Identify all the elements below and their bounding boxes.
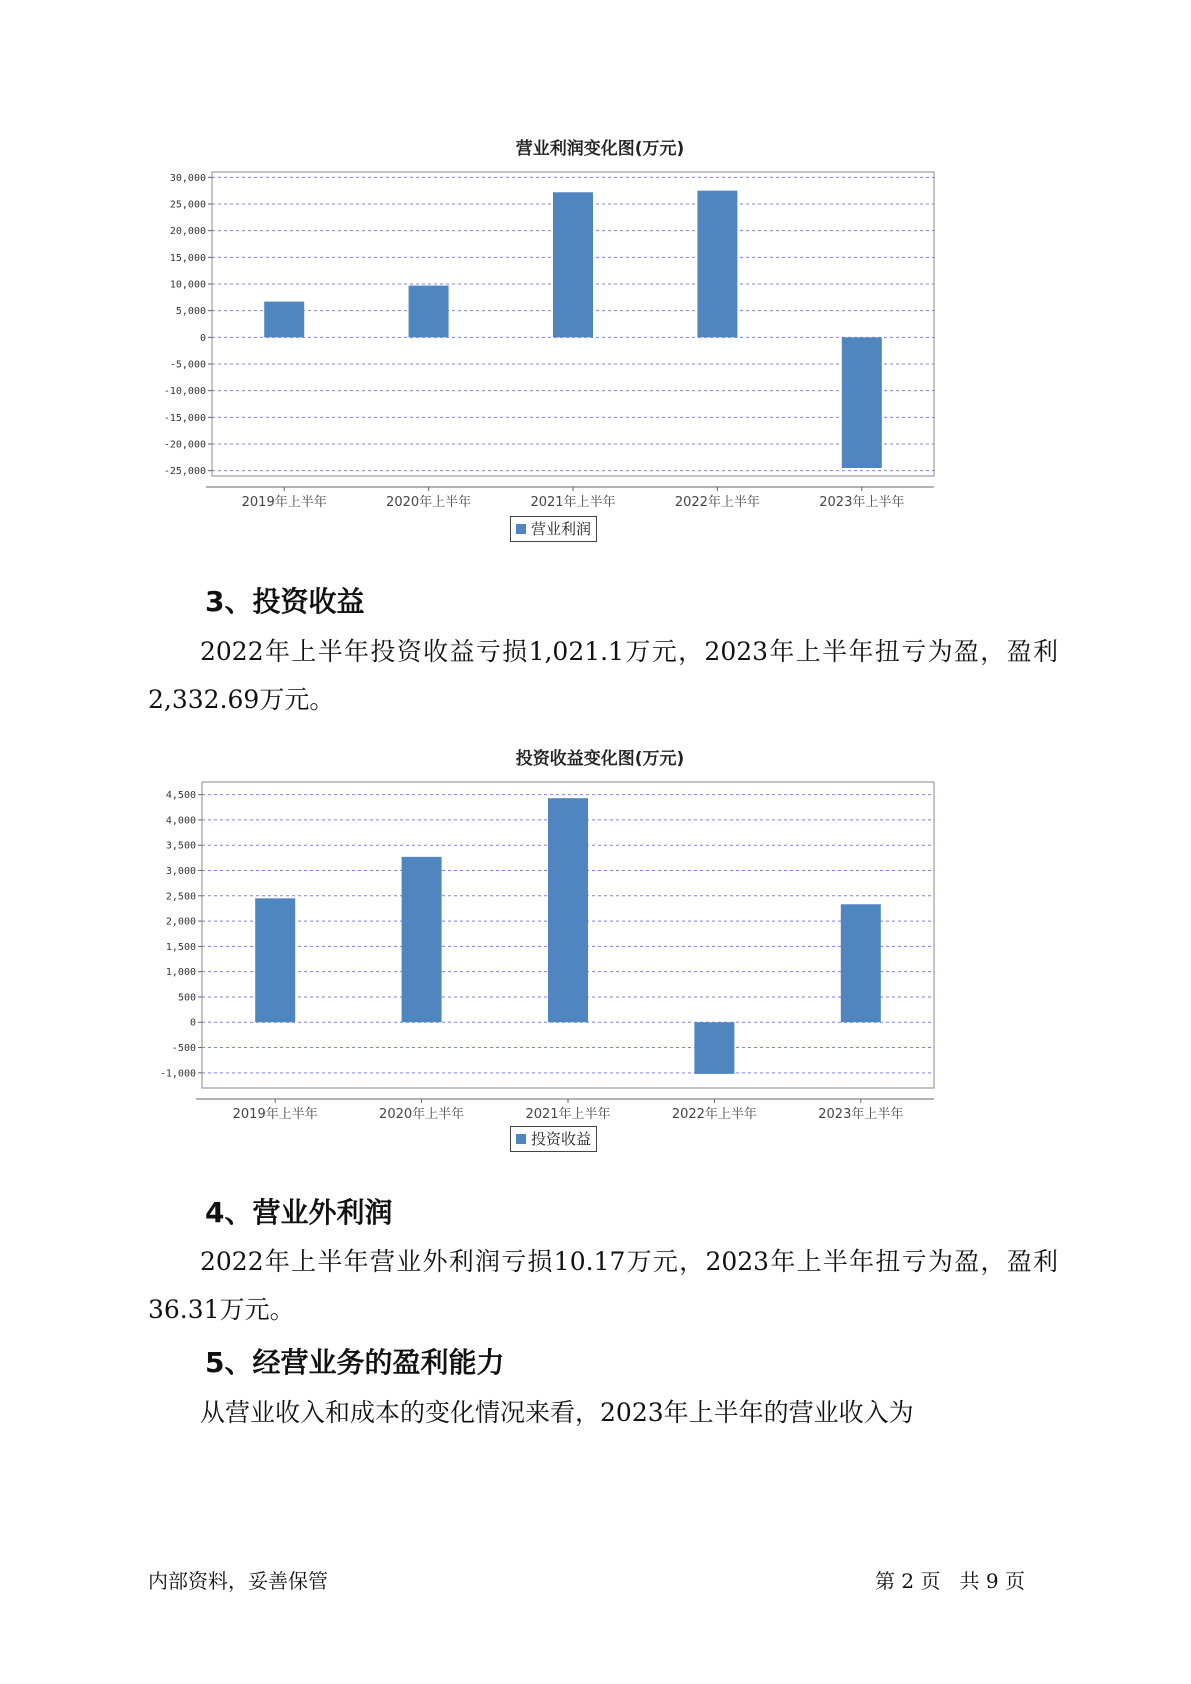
chart-title: 营业利润变化图(万元) bbox=[515, 139, 685, 159]
legend-label: 营业利润 bbox=[531, 520, 592, 538]
investment-income-chart bbox=[150, 738, 1050, 1158]
section-heading-profitability: 5、经营业务的盈利能力 bbox=[205, 1346, 505, 1379]
y-tick-label: 10,000 bbox=[169, 279, 206, 291]
y-tick-label: 4,500 bbox=[165, 790, 196, 802]
section-heading-investment: 3、投资收益 bbox=[205, 585, 365, 618]
paragraph-non-operating: 2022年上半年营业外利润亏损10.17万元，2023年上半年扭亏为盈，盈利36.31万元。 bbox=[148, 1247, 1058, 1324]
section-heading-non-operating: 4、营业外利润 bbox=[205, 1196, 393, 1229]
operating-profit-plot bbox=[150, 164, 1050, 524]
y-tick-label: 0 bbox=[199, 332, 206, 344]
bar bbox=[402, 857, 442, 1022]
bar bbox=[694, 1022, 734, 1074]
x-tick-label: 2019年上半年 bbox=[232, 1107, 318, 1122]
bar bbox=[553, 192, 593, 337]
x-tick-label: 2023年上半年 bbox=[819, 495, 905, 510]
y-tick-label: 5,000 bbox=[175, 306, 206, 318]
chart-legend bbox=[510, 516, 597, 542]
legend-label: 投资收益 bbox=[531, 1130, 592, 1148]
operating-profit-chart bbox=[150, 128, 1050, 548]
x-tick-label: 2019年上半年 bbox=[241, 495, 327, 510]
legend-swatch-icon bbox=[516, 1134, 526, 1144]
paragraph-investment: 2022年上半年投资收益亏损1,021.1万元，2023年上半年扭亏为盈，盈利2,332.69万元。 bbox=[148, 637, 1058, 714]
x-tick-label: 2021年上半年 bbox=[530, 495, 616, 510]
bar bbox=[842, 337, 882, 468]
y-tick-label: -20,000 bbox=[163, 439, 206, 451]
y-tick-label: 2,500 bbox=[165, 891, 196, 903]
y-tick-label: 1,500 bbox=[165, 941, 196, 953]
y-tick-label: 4,000 bbox=[165, 815, 196, 827]
bar bbox=[264, 302, 304, 338]
y-tick-label: -5,000 bbox=[169, 359, 206, 371]
y-tick-label: -1,000 bbox=[159, 1068, 196, 1080]
chart-legend bbox=[510, 1126, 597, 1152]
bar bbox=[409, 286, 449, 338]
x-tick-label: 2020年上半年 bbox=[379, 1107, 465, 1122]
legend-swatch-icon bbox=[516, 524, 526, 534]
y-tick-label: -15,000 bbox=[163, 412, 206, 424]
x-tick-label: 2022年上半年 bbox=[674, 495, 760, 510]
y-tick-label: 500 bbox=[177, 992, 196, 1004]
y-tick-label: -10,000 bbox=[163, 386, 206, 398]
bar bbox=[255, 898, 295, 1022]
y-tick-label: 2,000 bbox=[165, 916, 196, 928]
y-tick-label: -25,000 bbox=[163, 466, 206, 478]
footer-left: 内部资料，妥善保管 bbox=[148, 1569, 328, 1593]
paragraph-profitability: 从营业收入和成本的变化情况来看，2023年上半年的营业收入为 bbox=[200, 1398, 914, 1427]
y-tick-label: 20,000 bbox=[169, 226, 206, 238]
x-tick-label: 2023年上半年 bbox=[818, 1107, 904, 1122]
chart-title: 投资收益变化图(万元) bbox=[515, 749, 685, 769]
x-tick-label: 2021年上半年 bbox=[525, 1107, 611, 1122]
y-tick-label: 15,000 bbox=[169, 252, 206, 264]
bar bbox=[697, 191, 737, 338]
bar bbox=[548, 798, 588, 1022]
footer-page-number: 第 2 页 共 9 页 bbox=[875, 1569, 1025, 1593]
y-tick-label: 0 bbox=[189, 1017, 196, 1029]
investment-income-plot bbox=[150, 774, 1050, 1134]
x-tick-label: 2022年上半年 bbox=[671, 1107, 757, 1122]
y-tick-label: -500 bbox=[171, 1043, 196, 1055]
x-tick-label: 2020年上半年 bbox=[386, 495, 472, 510]
bar bbox=[841, 904, 881, 1022]
y-tick-label: 3,500 bbox=[165, 840, 196, 852]
y-tick-label: 3,000 bbox=[165, 866, 196, 878]
y-tick-label: 30,000 bbox=[169, 172, 206, 184]
y-tick-label: 1,000 bbox=[165, 967, 196, 979]
y-tick-label: 25,000 bbox=[169, 199, 206, 211]
